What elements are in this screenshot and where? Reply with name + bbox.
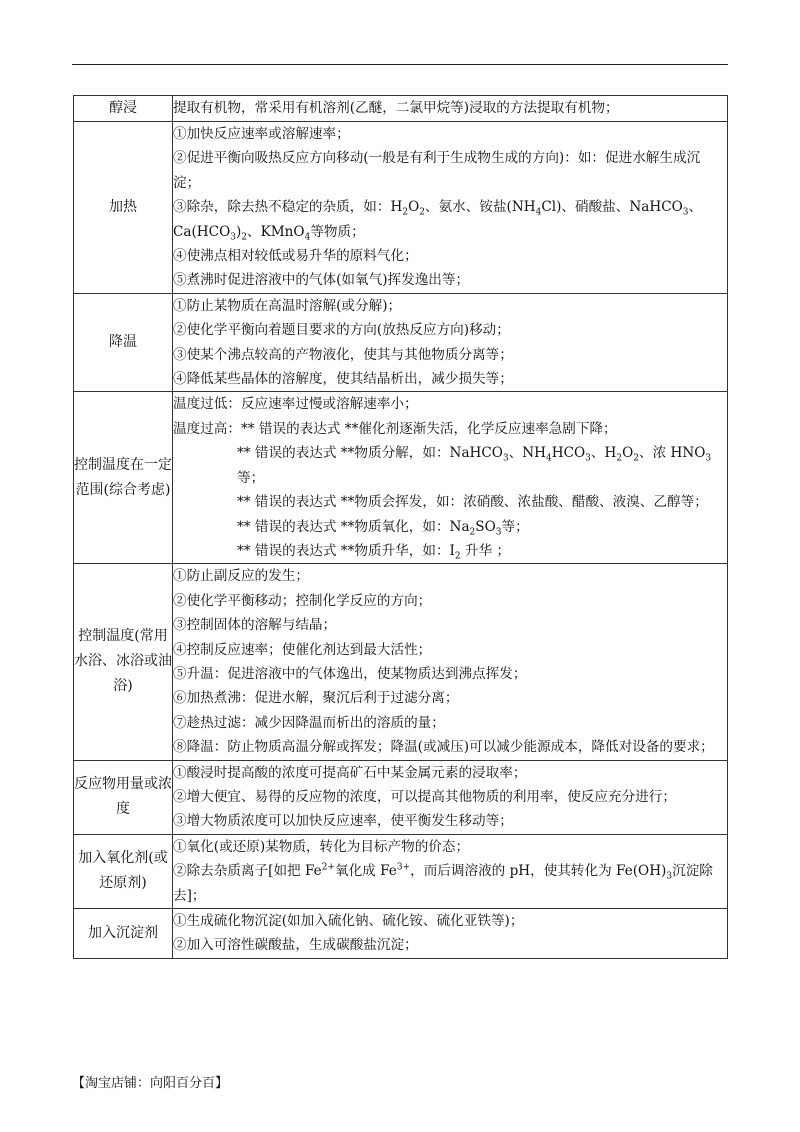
process-conditions-table xyxy=(73,95,728,959)
row-content: ①生成硫化物沉淀(如加入硫化钠、硫化铵、硫化亚铁等)； ②加入可溶性碳酸盐，生成碳酸盐沉淀； xyxy=(173,909,728,959)
header-rule xyxy=(72,64,728,65)
row-label: 控制温度在一定范围(综合考虑) xyxy=(74,392,173,564)
table-row xyxy=(74,909,728,959)
row-label: 加入沉淀剂 xyxy=(74,909,173,959)
table-row xyxy=(74,564,728,760)
row-content: ①加快反应速率或溶解速率； ②促进平衡向吸热反应方向移动(一般是有利于生成物生成的方向)：如：促进水解生成沉淀； ③除杂，除去热不稳定的杂质，如：$H_2O_2$、氨水、铵盐$(NH_4Cl)$、硝酸盐、NaHCO$_3$、$Ca(HCO_3)_2$、KMnO$_4$等物质； ④使沸点相对较低或易升华的原料气化； ⑤煮沸时促进溶液中的气体(如氧气)挥发逸出等； xyxy=(173,122,728,294)
row-label: 反应物用量或浓度 xyxy=(74,760,173,834)
row-content: ①酸浸时提高酸的浓度可提高矿石中某金属元素的浸取率； ②增大便宜、易得的反应物的浓度，可以提高其他物质的利用率，使反应充分进行； ③增大物质浓度可以加快反应速率，使平衡发生移动等； xyxy=(173,760,728,834)
row-content: 温度过低：反应速率过慢或溶解速率小； 温度过高：** 错误的表达式 **催化剂逐渐失活，化学反应速率急剧下降； ** 错误的表达式 **物质分解，如：NaHCO$_3$、$NH_4HCO_3$、$H_2O_2$、浓 $HNO_3$等； ** 错误的表达式 **物质会挥发，如：浓硝酸、浓盐酸、醋酸、液溴、乙醇等； ** 错误的表达式 **物质氧化，如：$Na_2SO_3$等； ** 错误的表达式 **物质升华，如：$I_2$ 升华 ； xyxy=(173,392,728,564)
row-content: ①防止某物质在高温时溶解(或分解)； ②使化学平衡向着题目要求的方向(放热反应方向)移动； ③使某个沸点较高的产物液化，使其与其他物质分离等； ④降低某些晶体的溶解度，使其结晶析出，减少损失等； xyxy=(173,293,728,392)
footer-shop-label: 【淘宝店铺：向阳百分百】 xyxy=(72,1076,229,1091)
table-row xyxy=(74,96,728,122)
row-content: ①防止副反应的发生； ②使化学平衡移动；控制化学反应的方向； ③控制固体的溶解与结晶； ④控制反应速率；使催化剂达到最大活性； ⑤升温：促进溶液中的气体逸出，使某物质达到沸点挥发； ⑥加热煮沸：促进水解，聚沉后利于过滤分离； ⑦趁热过滤：减少因降温而析出的溶质的量； ⑧降温：防止物质高温分解或挥发；降温(或减压)可以减少能源成本，降低对设备的要求； xyxy=(173,564,728,760)
table-row xyxy=(74,760,728,834)
row-label: 醇浸 xyxy=(74,96,173,122)
row-label: 降温 xyxy=(74,293,173,392)
table-row xyxy=(74,293,728,392)
row-label: 控制温度(常用水浴、冰浴或油浴) xyxy=(74,564,173,760)
row-label: 加入氧化剂(或还原剂) xyxy=(74,834,173,908)
table-row xyxy=(74,122,728,294)
table-row xyxy=(74,834,728,908)
table-row xyxy=(74,392,728,564)
row-label: 加热 xyxy=(74,122,173,294)
row-content: ①氧化(或还原)某物质，转化为目标产物的价态； ②除去杂质离子[如把 $Fe^{2+}$氧化成 $Fe^{3+}$，而后调溶液的 pH，使其转化为 $Fe(OH)_3$沉淀除去]； xyxy=(173,834,728,908)
row-content: 提取有机物，常采用有机溶剂(乙醚，二氯甲烷等)浸取的方法提取有机物； xyxy=(173,96,728,122)
